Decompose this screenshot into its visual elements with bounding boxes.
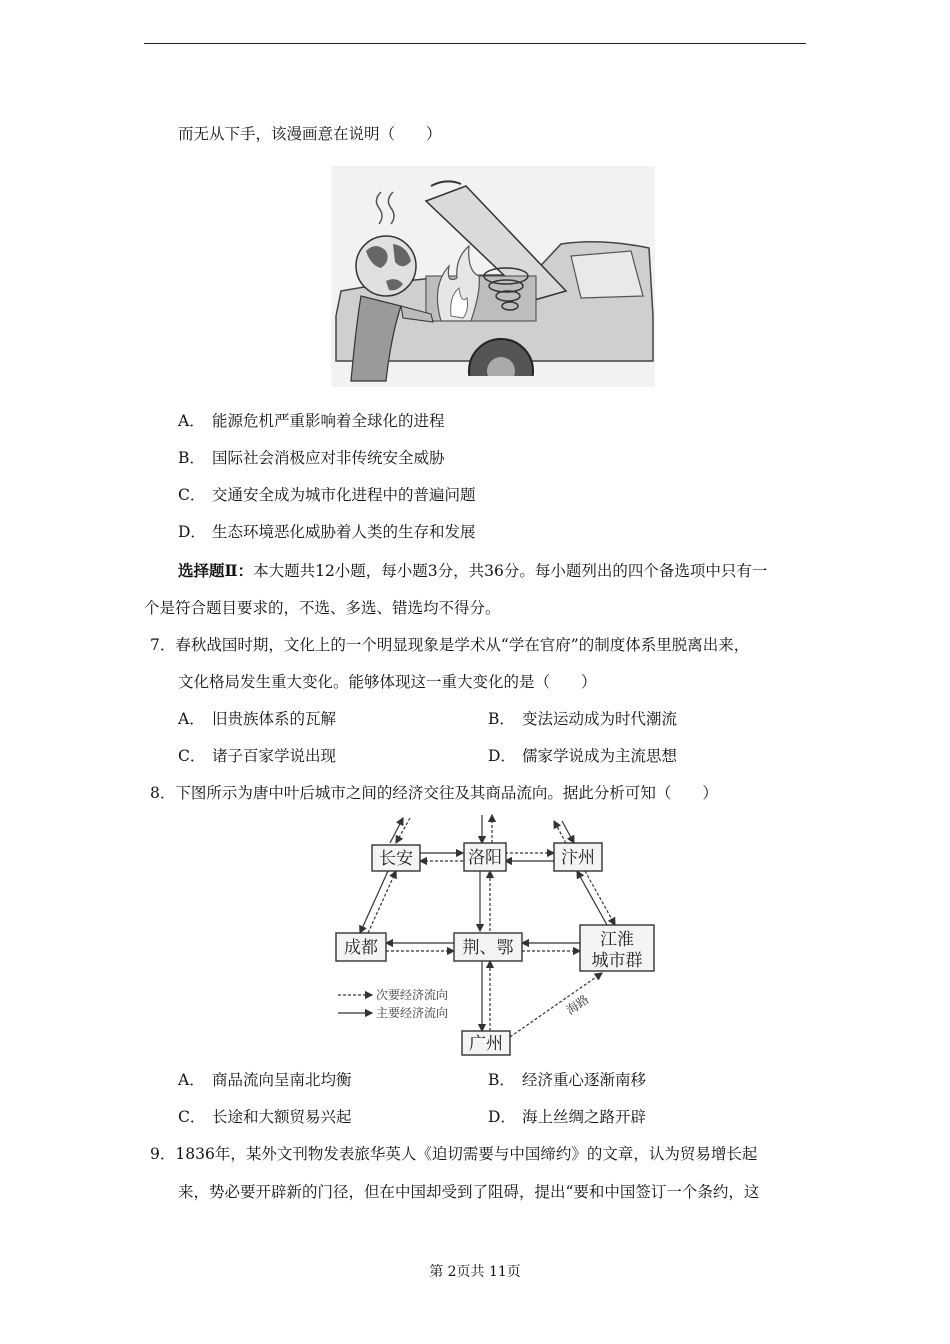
q7-line1: 7．春秋战国时期，文化上的一个明显现象是学术从“学在官府”的制度体系里脱离出来， bbox=[150, 636, 750, 654]
section2-line2: 个是符合题目要求的，不选、多选、错选均不得分。 bbox=[144, 599, 501, 617]
q9-line2: 来，势必要开辟新的门径，但在中国却受到了阻碍，提出“要和中国签订一个条约，这 bbox=[178, 1183, 760, 1201]
section2-title: 选择题Ⅱ： bbox=[178, 561, 254, 580]
q7-option-b: B． 变法运动成为时代潮流 bbox=[488, 710, 678, 728]
label-chengdu: 成都 bbox=[344, 938, 378, 958]
cartoon-figure bbox=[331, 166, 655, 387]
q7-line2: 文化格局发生重大变化。能够体现这一重大变化的是（ ） bbox=[178, 673, 597, 691]
q6-option-a: A． 能源危机严重影响着全球化的进程 bbox=[178, 412, 445, 430]
q8-option-a: A． 商品流向呈南北均衡 bbox=[178, 1071, 352, 1089]
q6-option-d: D． 生态环境恶化威胁着人类的生存和发展 bbox=[178, 523, 476, 541]
q7-option-d: D． 儒家学说成为主流思想 bbox=[488, 747, 678, 765]
q7-option-a: A． 旧贵族体系的瓦解 bbox=[178, 710, 337, 728]
label-jianghuai-2: 城市群 bbox=[591, 951, 643, 971]
q9-line1: 9．1836年，某外文刊物发表旅华英人《迫切需要与中国缔约》的文章，认为贸易增长起 bbox=[150, 1145, 758, 1163]
label-luoyang: 洛阳 bbox=[468, 848, 502, 868]
legend-major: 主要经济流向 bbox=[376, 1006, 449, 1020]
q8-option-c: C． 长途和大额贸易兴起 bbox=[178, 1108, 352, 1126]
legend-minor: 次要经济流向 bbox=[376, 988, 449, 1002]
q7-option-c: C． 诸子百家学说出现 bbox=[178, 747, 337, 765]
q6-stem-tail: 而无从下手，该漫画意在说明（ ） bbox=[178, 125, 442, 143]
q8-option-d: D． 海上丝绸之路开辟 bbox=[488, 1108, 647, 1126]
q6-option-c: C． 交通安全成为城市化进程中的普遍问题 bbox=[178, 486, 476, 504]
label-bianzhou: 汴州 bbox=[561, 848, 595, 868]
label-jinge: 荆、鄂 bbox=[462, 938, 514, 958]
page-footer: 第 2页共 11页 bbox=[429, 1264, 521, 1280]
label-guangzhou: 广州 bbox=[469, 1034, 503, 1054]
q8-option-b: B． 经济重心逐渐南移 bbox=[488, 1071, 647, 1089]
label-jianghuai-1: 江淮 bbox=[600, 930, 634, 950]
label-sea-route: 海路 bbox=[563, 992, 592, 1018]
q9-number: 9． bbox=[150, 1145, 176, 1163]
q7-number: 7． bbox=[150, 636, 176, 654]
q8-number: 8． bbox=[150, 784, 176, 802]
label-changan: 长安 bbox=[379, 849, 413, 869]
q8-line1: 8．下图所示为唐中叶后城市之间的经济交往及其商品流向。据此分析可知（ ） bbox=[150, 784, 718, 802]
q6-option-b: B． 国际社会消极应对非传统安全威胁 bbox=[178, 449, 445, 467]
section2-line1: 选择题Ⅱ：本大题共12小题，每小题3分，共36分。每小题列出的四个备选项中只有一 bbox=[178, 561, 768, 580]
header-rule bbox=[144, 43, 806, 44]
trade-flow-diagram bbox=[330, 813, 660, 1058]
